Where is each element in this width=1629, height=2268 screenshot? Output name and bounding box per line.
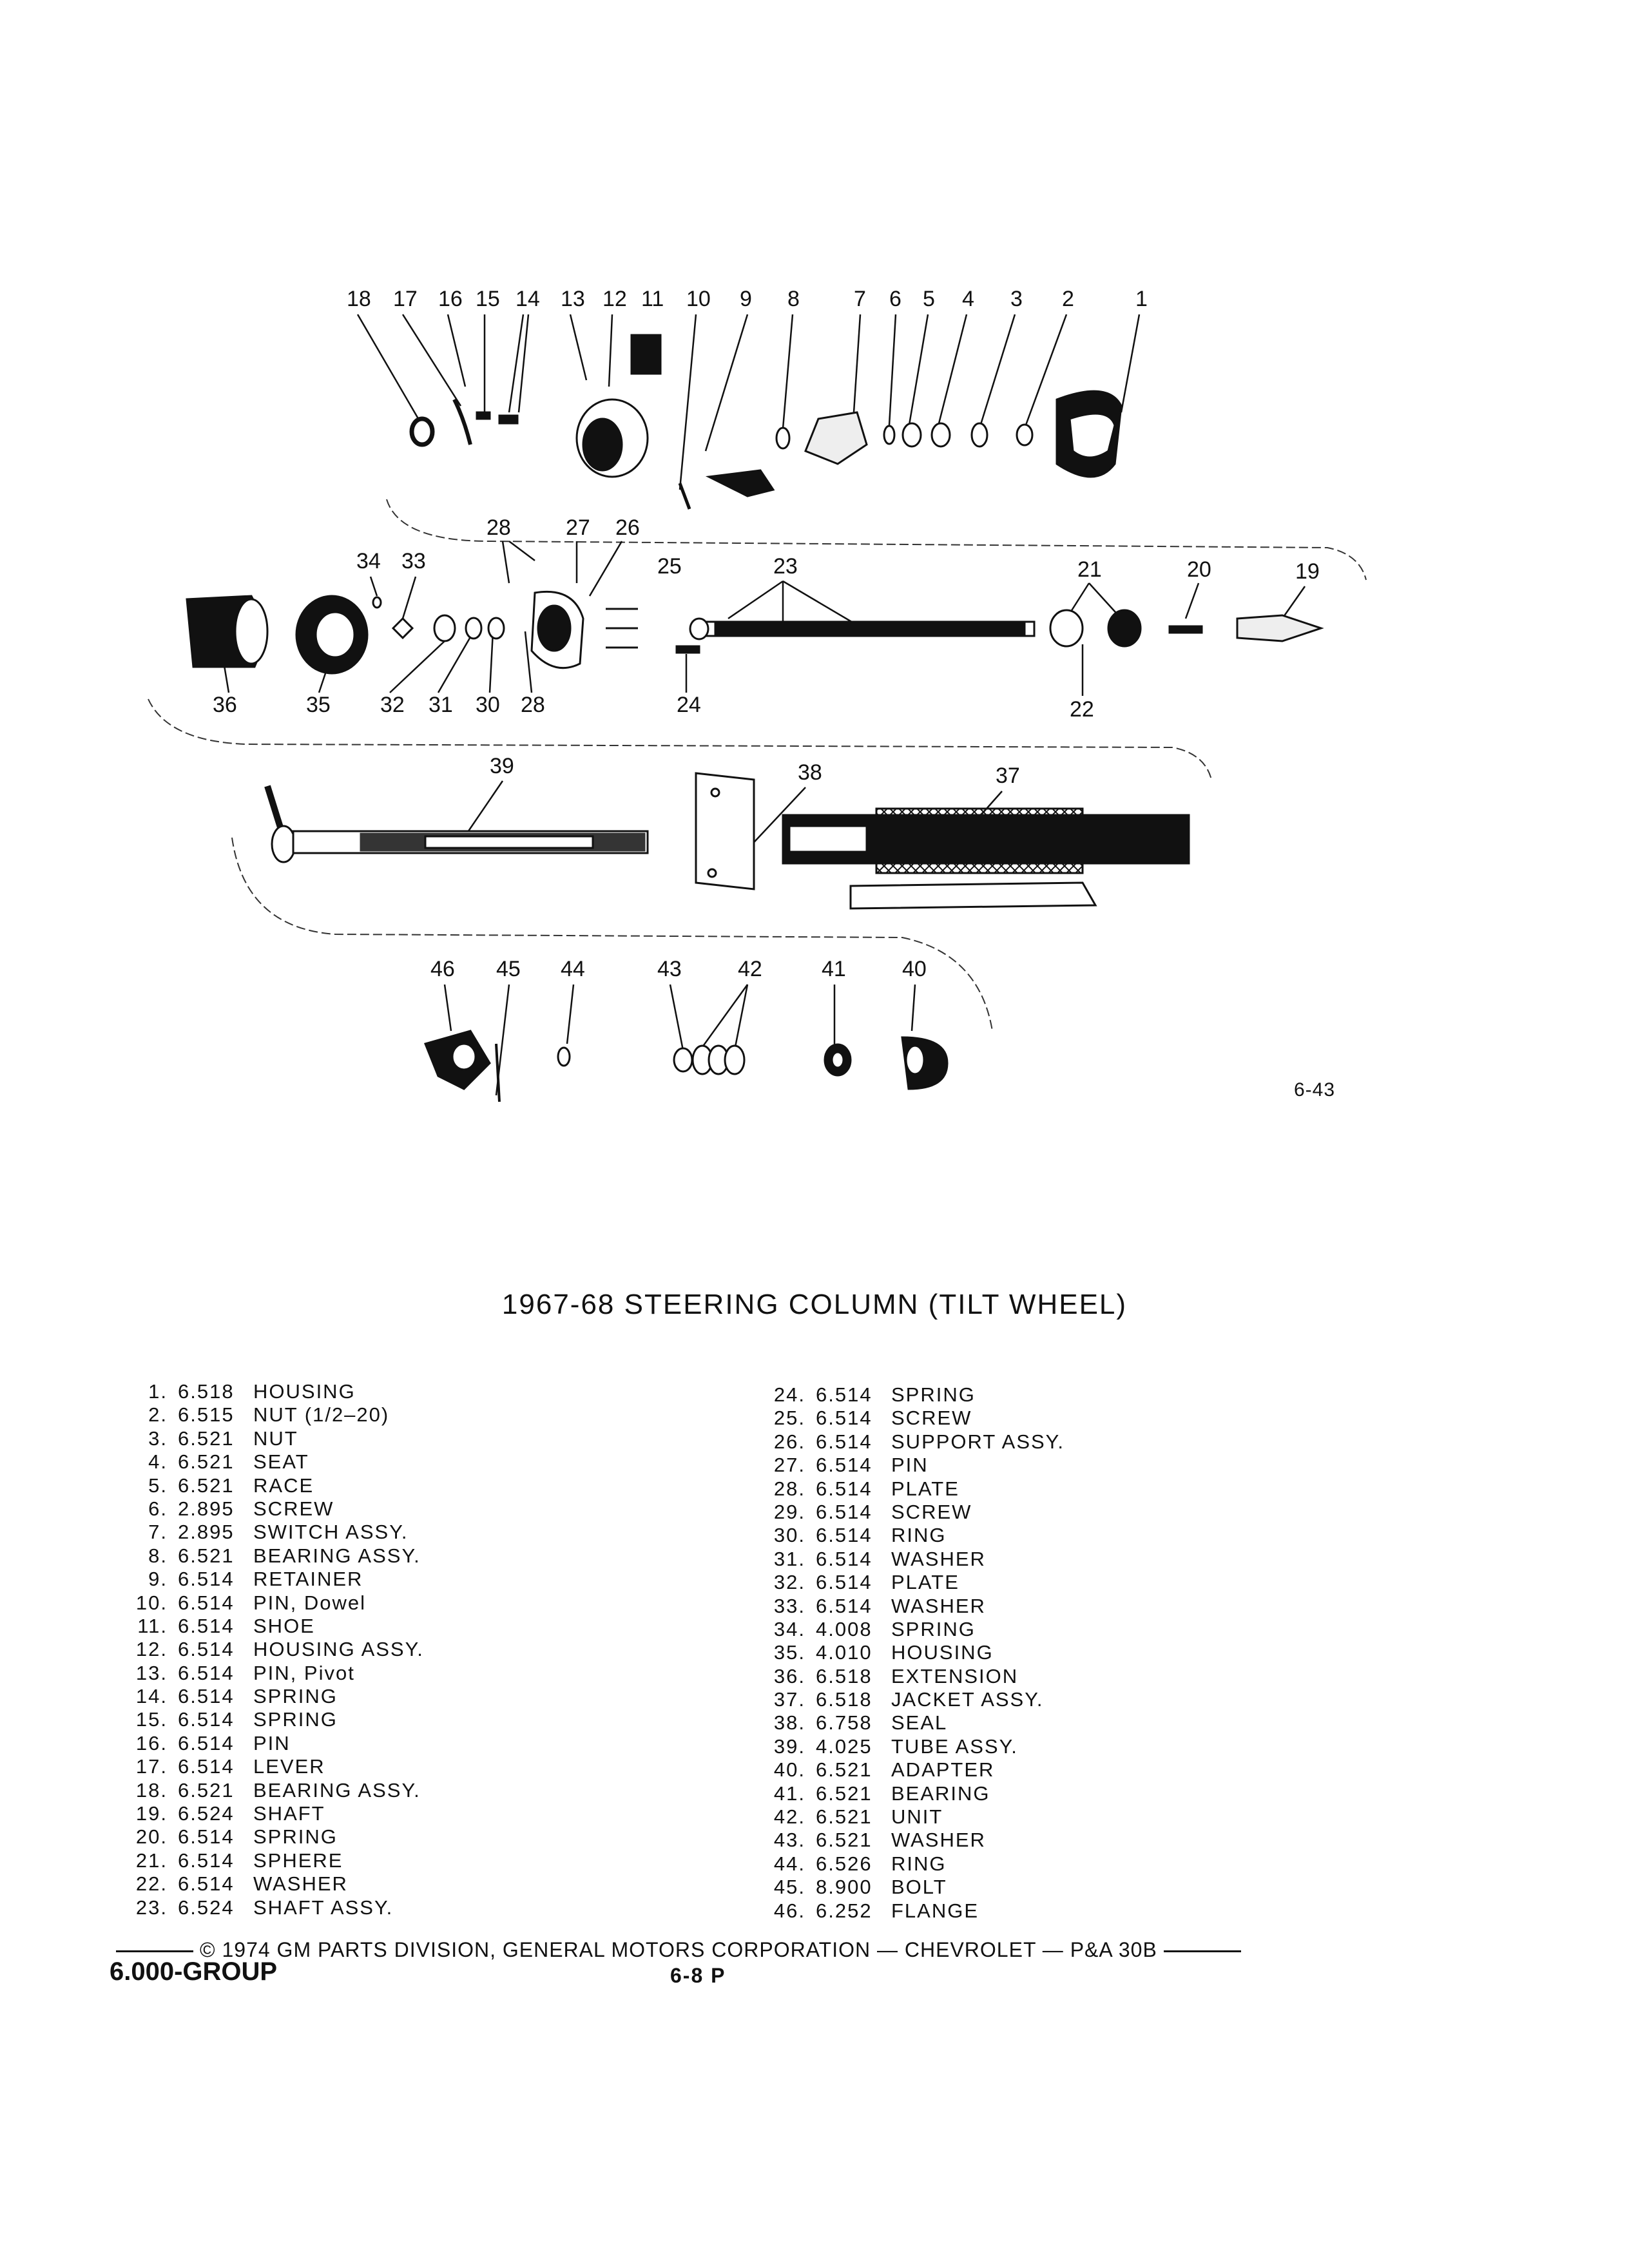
part-number: 27. — [773, 1454, 805, 1477]
part-description: HOUSING — [253, 1380, 356, 1403]
part-description: PLATE — [891, 1571, 959, 1594]
group-code: 6.514 — [178, 1591, 235, 1614]
parts-list-row — [116, 1896, 424, 1919]
group-code: 6.514 — [178, 1755, 235, 1778]
group-code: 6.514 — [816, 1454, 872, 1477]
parts-list-row — [116, 1403, 424, 1427]
part-number: 32. — [773, 1571, 805, 1594]
parts-list-row — [116, 1521, 424, 1544]
group-code: 6.514 — [178, 1708, 235, 1731]
callout-15: 15 — [476, 287, 500, 311]
callout-7: 7 — [854, 287, 866, 311]
part-description: BEARING ASSY. — [253, 1544, 421, 1567]
callout-9: 9 — [740, 287, 752, 311]
part-description: WASHER — [891, 1547, 986, 1570]
group-code: 6.514 — [178, 1872, 235, 1896]
parts-list-row — [754, 1711, 1065, 1735]
part-number: 41. — [773, 1782, 805, 1805]
part-number: 17. — [135, 1755, 168, 1778]
callout-1: 1 — [1135, 287, 1148, 311]
footer-rule-left — [116, 1950, 193, 1952]
group-code: 6.514 — [178, 1731, 235, 1754]
group-code: 6.521 — [816, 1758, 872, 1782]
callout-28-bottom: 28 — [521, 693, 545, 717]
part-description: BEARING — [891, 1782, 990, 1805]
row-guide-lines — [148, 499, 1366, 1031]
parts-list-row — [116, 1732, 424, 1755]
parts-list-row — [754, 1477, 1065, 1501]
callout-19: 19 — [1295, 559, 1320, 584]
part-number: 39. — [773, 1735, 805, 1758]
parts-list-row — [116, 1427, 424, 1450]
callout-21: 21 — [1077, 557, 1102, 582]
callouts-row-4 — [430, 957, 927, 981]
leader-lines-row-2 — [222, 541, 1305, 696]
group-code: 6.521 — [816, 1805, 872, 1829]
part-description: SUPPORT ASSY. — [891, 1430, 1065, 1453]
part-description: SHAFT ASSY. — [253, 1896, 394, 1919]
part-description: WASHER — [253, 1872, 348, 1896]
parts-row-1 — [412, 335, 1121, 509]
part-description: WASHER — [891, 1829, 986, 1852]
part-number: 31. — [773, 1547, 805, 1570]
callout-20: 20 — [1187, 557, 1211, 582]
group-code: 6.521 — [816, 1782, 872, 1805]
parts-list-row — [116, 1544, 424, 1568]
group-code: 6.521 — [178, 1544, 235, 1567]
group-code: 6.514 — [816, 1477, 872, 1500]
callout-33: 33 — [401, 549, 426, 573]
part-number: 22. — [135, 1872, 168, 1896]
part-number: 40. — [773, 1758, 805, 1782]
callout-32: 32 — [380, 693, 405, 717]
page-number: 6-8 P — [670, 1964, 726, 1987]
part-number: 11. — [137, 1614, 168, 1637]
parts-list-row — [116, 1708, 424, 1731]
group-code: 6.514 — [816, 1524, 872, 1547]
part-description: SWITCH ASSY. — [253, 1521, 409, 1544]
group-code: 6.524 — [178, 1802, 235, 1825]
part-description: PIN — [891, 1454, 929, 1477]
part-number: 14. — [135, 1685, 168, 1708]
part-description: PLATE — [891, 1477, 959, 1500]
group-code: 6.521 — [178, 1450, 235, 1474]
footer-rule-right — [1164, 1950, 1241, 1952]
parts-list-row — [116, 1802, 424, 1825]
callout-28-top: 28 — [487, 515, 511, 540]
part-description: TUBE ASSY. — [891, 1735, 1018, 1758]
callout-4: 4 — [962, 287, 974, 311]
group-code: 6.521 — [816, 1829, 872, 1852]
group-code: 6.514 — [178, 1661, 235, 1684]
part-description: SCREW — [891, 1407, 972, 1430]
group-code: 6.521 — [178, 1474, 235, 1497]
callout-31: 31 — [429, 693, 453, 717]
parts-list-row — [116, 1591, 424, 1615]
group-code: 6.758 — [816, 1711, 872, 1735]
leader-lines-row-4 — [445, 985, 915, 1095]
part-description: ADAPTER — [891, 1758, 995, 1782]
part-number: 23. — [135, 1896, 168, 1919]
callout-11: 11 — [641, 287, 664, 311]
callout-18: 18 — [347, 287, 371, 311]
part-number: 10. — [135, 1591, 168, 1614]
callout-3: 3 — [1010, 287, 1023, 311]
callout-30: 30 — [476, 693, 500, 717]
copyright-line — [110, 1938, 1248, 1962]
part-description: SPRING — [253, 1708, 338, 1731]
part-number: 28. — [773, 1477, 805, 1500]
part-number: 13. — [135, 1661, 168, 1684]
callout-14: 14 — [516, 287, 540, 311]
callout-43: 43 — [657, 957, 682, 981]
parts-list-row — [754, 1735, 1065, 1758]
parts-list-row — [754, 1782, 1065, 1805]
part-description: SCREW — [891, 1500, 972, 1523]
parts-list-row — [754, 1899, 1065, 1923]
callout-36: 36 — [213, 693, 237, 717]
part-description: SPRING — [891, 1617, 976, 1640]
parts-row-4 — [425, 1031, 947, 1102]
part-number: 18. — [135, 1778, 168, 1802]
parts-list-row — [754, 1383, 1065, 1407]
parts-list-row — [754, 1665, 1065, 1688]
part-description: BEARING ASSY. — [253, 1778, 421, 1802]
parts-list-row — [116, 1497, 424, 1521]
part-description: EXTENSION — [891, 1664, 1019, 1687]
group-code: 6.514 — [816, 1383, 872, 1406]
callout-17: 17 — [393, 287, 418, 311]
group-code: 6.518 — [816, 1664, 872, 1687]
group-code: 6.514 — [816, 1500, 872, 1523]
page-title: 1967-68 STEERING COLUMN (TILT WHEEL) — [501, 1289, 1128, 1320]
part-description: LEVER — [253, 1755, 325, 1778]
group-code: 6.514 — [816, 1571, 872, 1594]
parts-list-right — [754, 1383, 1065, 1923]
callout-34: 34 — [356, 549, 381, 573]
group-label: 6.000-GROUP — [110, 1957, 278, 1986]
callout-41: 41 — [822, 957, 846, 981]
parts-row-2 — [187, 591, 1321, 673]
callout-5: 5 — [923, 287, 935, 311]
parts-list-row — [754, 1430, 1065, 1454]
part-number: 19. — [135, 1802, 168, 1825]
part-number: 21. — [135, 1849, 168, 1872]
callout-16: 16 — [438, 287, 463, 311]
group-code: 6.252 — [816, 1899, 872, 1922]
figure-number: 6-43 — [1294, 1079, 1336, 1100]
parts-list-row — [754, 1758, 1065, 1782]
part-description: FLANGE — [891, 1899, 979, 1922]
part-number: 2. — [148, 1403, 168, 1427]
group-code: 6.521 — [178, 1778, 235, 1802]
parts-list-row — [754, 1501, 1065, 1524]
group-code: 4.025 — [816, 1735, 872, 1758]
part-number: 12. — [135, 1638, 168, 1661]
part-number: 16. — [135, 1731, 168, 1754]
parts-list-row — [116, 1380, 424, 1403]
part-number: 7. — [148, 1521, 168, 1544]
callout-25: 25 — [657, 554, 682, 579]
part-number: 35. — [773, 1641, 805, 1664]
part-number: 20. — [135, 1825, 168, 1849]
part-description: RETAINER — [253, 1568, 363, 1591]
parts-list-row — [754, 1548, 1065, 1571]
parts-list-row — [754, 1618, 1065, 1641]
callout-45: 45 — [496, 957, 521, 981]
part-number: 37. — [773, 1688, 805, 1711]
part-number: 25. — [773, 1407, 805, 1430]
part-description: RACE — [253, 1474, 314, 1497]
parts-row-3 — [267, 773, 1189, 908]
callout-39: 39 — [490, 754, 514, 778]
group-code: 4.010 — [816, 1641, 872, 1664]
parts-list-row — [116, 1662, 424, 1685]
part-number: 43. — [773, 1829, 805, 1852]
part-description: UNIT — [891, 1805, 943, 1829]
group-code: 6.514 — [178, 1825, 235, 1849]
part-description: PIN, Pivot — [253, 1661, 355, 1684]
part-number: 1. — [148, 1380, 168, 1403]
part-number: 29. — [773, 1500, 805, 1523]
part-description: SPHERE — [253, 1849, 343, 1872]
part-description: NUT — [253, 1427, 298, 1450]
parts-list-row — [754, 1688, 1065, 1711]
callout-37: 37 — [996, 764, 1020, 788]
part-description: PIN, Dowel — [253, 1591, 367, 1614]
callouts-row-1 — [347, 287, 1148, 311]
group-code: 6.514 — [178, 1849, 235, 1872]
part-description: HOUSING — [891, 1641, 994, 1664]
group-code: 6.514 — [816, 1547, 872, 1570]
parts-list-row — [116, 1615, 424, 1638]
group-code: 6.526 — [816, 1852, 872, 1875]
part-description: SHAFT — [253, 1802, 325, 1825]
part-number: 34. — [773, 1617, 805, 1640]
parts-list-row — [754, 1524, 1065, 1547]
part-number: 4. — [148, 1450, 168, 1474]
callout-12: 12 — [602, 287, 627, 311]
parts-list-row — [754, 1571, 1065, 1594]
parts-list-row — [754, 1407, 1065, 1430]
callout-40: 40 — [902, 957, 927, 981]
part-number: 45. — [773, 1876, 805, 1899]
callout-10: 10 — [686, 287, 711, 311]
callout-24: 24 — [677, 693, 701, 717]
parts-list-row — [754, 1454, 1065, 1477]
part-description: SPRING — [253, 1685, 338, 1708]
group-code: 6.515 — [178, 1403, 235, 1427]
part-description: SEAT — [253, 1450, 309, 1474]
part-number: 6. — [148, 1497, 168, 1520]
callout-26: 26 — [615, 515, 640, 540]
group-code: 6.514 — [178, 1685, 235, 1708]
part-description: SHOE — [253, 1614, 315, 1637]
part-number: 24. — [773, 1383, 805, 1406]
leader-lines-row-1 — [358, 314, 1139, 490]
part-number: 42. — [773, 1805, 805, 1829]
group-code: 4.008 — [816, 1617, 872, 1640]
part-number: 44. — [773, 1852, 805, 1875]
group-code: 6.514 — [816, 1594, 872, 1617]
part-number: 26. — [773, 1430, 805, 1453]
part-description: NUT (1/2–20) — [253, 1403, 390, 1427]
parts-list-row — [116, 1755, 424, 1778]
callout-6: 6 — [889, 287, 901, 311]
part-description: BOLT — [891, 1876, 947, 1899]
group-code: 8.900 — [816, 1876, 872, 1899]
parts-list-row — [116, 1450, 424, 1474]
group-code: 6.514 — [178, 1568, 235, 1591]
part-number: 46. — [773, 1899, 805, 1922]
parts-list-left — [116, 1380, 424, 1919]
parts-list-row — [754, 1852, 1065, 1876]
parts-list-row — [754, 1829, 1065, 1852]
group-code: 6.518 — [816, 1688, 872, 1711]
part-description: JACKET ASSY. — [891, 1688, 1044, 1711]
parts-list-row — [754, 1805, 1065, 1829]
part-description: RING — [891, 1524, 947, 1547]
part-number: 3. — [148, 1427, 168, 1450]
group-code: 6.514 — [816, 1430, 872, 1453]
part-description: HOUSING ASSY. — [253, 1638, 424, 1661]
part-description: SEAL — [891, 1711, 948, 1735]
callout-8: 8 — [787, 287, 800, 311]
part-number: 8. — [148, 1544, 168, 1567]
callout-13: 13 — [561, 287, 585, 311]
part-description: RING — [891, 1852, 947, 1875]
callout-46: 46 — [430, 957, 455, 981]
group-code: 2.895 — [178, 1521, 235, 1544]
group-code: 2.895 — [178, 1497, 235, 1520]
callout-27: 27 — [566, 515, 590, 540]
callout-23: 23 — [773, 554, 798, 579]
callout-22: 22 — [1070, 697, 1094, 722]
part-number: 15. — [135, 1708, 168, 1731]
parts-list-row — [116, 1825, 424, 1849]
part-description: SPRING — [253, 1825, 338, 1849]
part-description: SPRING — [891, 1383, 976, 1406]
parts-list-row — [116, 1638, 424, 1661]
group-code: 6.524 — [178, 1896, 235, 1919]
part-number: 5. — [148, 1474, 168, 1497]
part-description: SCREW — [253, 1497, 334, 1520]
parts-list-row — [116, 1872, 424, 1896]
part-number: 30. — [773, 1524, 805, 1547]
part-number: 9. — [148, 1568, 168, 1591]
parts-list-row — [116, 1568, 424, 1591]
part-number: 38. — [773, 1711, 805, 1735]
part-description: WASHER — [891, 1594, 986, 1617]
callout-44: 44 — [561, 957, 585, 981]
part-description: PIN — [253, 1731, 291, 1754]
callout-2: 2 — [1062, 287, 1074, 311]
group-code: 6.514 — [178, 1614, 235, 1637]
parts-list-row — [116, 1779, 424, 1802]
parts-list-row — [754, 1876, 1065, 1899]
callouts-row-2 — [213, 515, 1320, 722]
part-number: 36. — [773, 1664, 805, 1687]
group-code: 6.521 — [178, 1427, 235, 1450]
part-number: 33. — [773, 1594, 805, 1617]
parts-list-row — [754, 1641, 1065, 1664]
callout-42: 42 — [738, 957, 762, 981]
group-code: 6.514 — [816, 1407, 872, 1430]
parts-list-row — [116, 1685, 424, 1708]
parts-list-row — [116, 1474, 424, 1497]
callout-38: 38 — [798, 760, 822, 785]
parts-list-row — [116, 1849, 424, 1872]
group-code: 6.514 — [178, 1638, 235, 1661]
copyright-text: © 1974 GM PARTS DIVISION, GENERAL MOTORS CORPORATION — CHEVROLET — P&A 30B — [200, 1938, 1157, 1961]
parts-list-row — [754, 1595, 1065, 1618]
callout-35: 35 — [306, 693, 331, 717]
group-code: 6.518 — [178, 1380, 235, 1403]
